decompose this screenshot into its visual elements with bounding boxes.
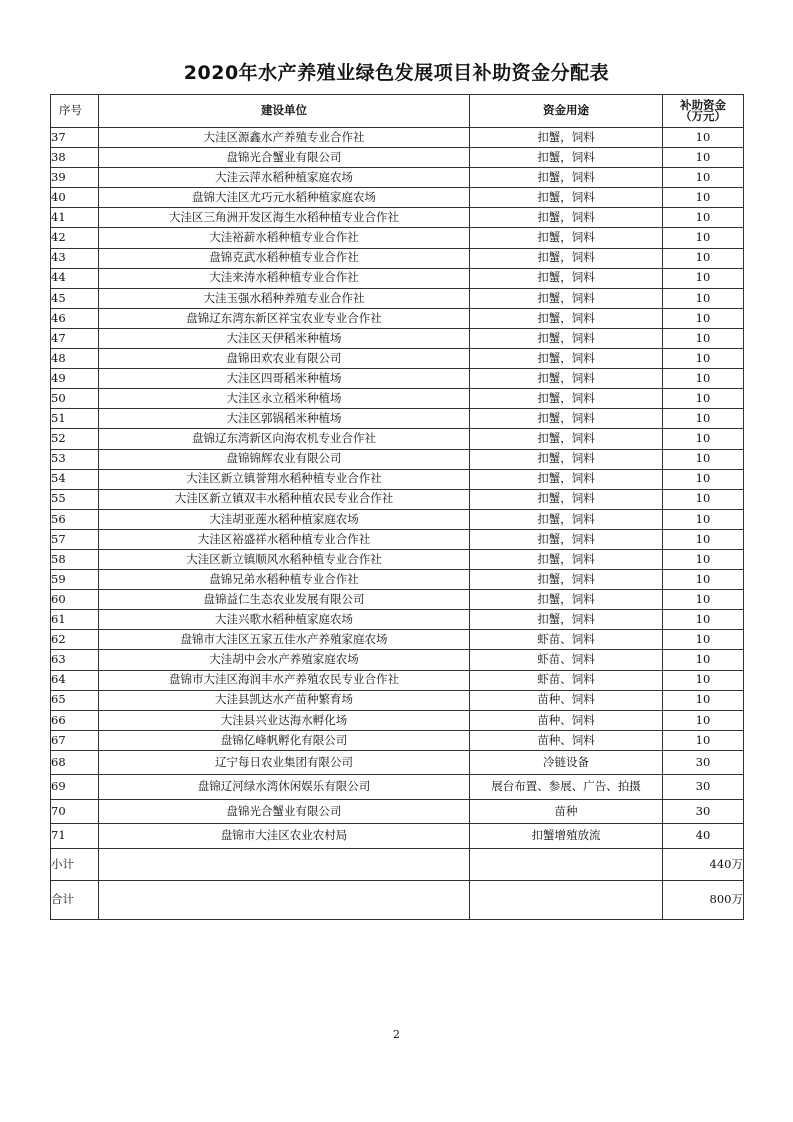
row-amount: 10 [663, 128, 744, 148]
subtotal-row [51, 848, 744, 880]
row-use: 扣蟹，饲料 [470, 409, 663, 429]
row-use: 扣蟹，饲料 [470, 188, 663, 208]
row-use: 虾苗、饲料 [470, 650, 663, 670]
row-use: 扣蟹，饲料 [470, 148, 663, 168]
row-use: 扣蟹增殖放流 [470, 824, 663, 849]
row-unit: 大洼胡亚莲水稻种植家庭农场 [99, 509, 470, 529]
row-use: 扣蟹，饲料 [470, 268, 663, 288]
subtotal-label: 小计 [51, 848, 99, 880]
table-row [51, 228, 744, 248]
row-number: 69 [51, 775, 99, 800]
row-number: 47 [51, 328, 99, 348]
row-number: 63 [51, 650, 99, 670]
row-amount: 10 [663, 308, 744, 328]
row-use: 扣蟹，饲料 [470, 128, 663, 148]
row-number: 58 [51, 549, 99, 569]
row-amount: 10 [663, 710, 744, 730]
row-unit: 大洼区郭锅稻米种植场 [99, 409, 470, 429]
table-row [51, 369, 744, 389]
row-use: 苗种、饲料 [470, 690, 663, 710]
row-use: 苗种、饲料 [470, 730, 663, 750]
row-use: 苗种 [470, 799, 663, 824]
row-use: 扣蟹，饲料 [470, 349, 663, 369]
row-amount: 10 [663, 389, 744, 409]
row-amount: 10 [663, 610, 744, 630]
row-amount: 10 [663, 469, 744, 489]
table-row [51, 308, 744, 328]
row-amount: 10 [663, 188, 744, 208]
row-number: 54 [51, 469, 99, 489]
row-use: 扣蟹，饲料 [470, 449, 663, 469]
row-use: 扣蟹，饲料 [470, 509, 663, 529]
row-number: 41 [51, 208, 99, 228]
row-use: 扣蟹，饲料 [470, 369, 663, 389]
row-use: 扣蟹，饲料 [470, 489, 663, 509]
row-use: 扣蟹，饲料 [470, 228, 663, 248]
row-amount: 10 [663, 489, 744, 509]
table-row [51, 650, 744, 670]
row-unit: 盘锦益仁生态农业发展有限公司 [99, 590, 470, 610]
row-number: 45 [51, 288, 99, 308]
table-row [51, 389, 744, 409]
row-number: 37 [51, 128, 99, 148]
row-use: 虾苗、饲料 [470, 630, 663, 650]
subtotal-amount: 440万 [663, 848, 744, 880]
row-use: 扣蟹，饲料 [470, 328, 663, 348]
row-unit: 盘锦光合蟹业有限公司 [99, 148, 470, 168]
row-amount: 10 [663, 268, 744, 288]
row-use: 扣蟹，饲料 [470, 529, 663, 549]
page-number: 2 [393, 1028, 400, 1041]
row-number: 71 [51, 824, 99, 849]
table-row [51, 449, 744, 469]
row-number: 50 [51, 389, 99, 409]
row-number: 48 [51, 349, 99, 369]
row-use: 扣蟹，饲料 [470, 469, 663, 489]
table-row [51, 670, 744, 690]
row-use: 扣蟹，饲料 [470, 610, 663, 630]
row-amount: 40 [663, 824, 744, 849]
table-row [51, 549, 744, 569]
table-row [51, 509, 744, 529]
table-row [51, 570, 744, 590]
row-number: 49 [51, 369, 99, 389]
table-row [51, 349, 744, 369]
header-no: 序号 [51, 95, 99, 128]
table-row [51, 288, 744, 308]
row-amount: 10 [663, 288, 744, 308]
table-row [51, 775, 744, 800]
header-unit: 建设单位 [99, 95, 470, 128]
total-label: 合计 [51, 880, 99, 919]
row-use: 苗种、饲料 [470, 710, 663, 730]
row-use: 扣蟹，饲料 [470, 308, 663, 328]
row-number: 39 [51, 168, 99, 188]
row-unit: 盘锦市大洼区农业农村局 [99, 824, 470, 849]
row-number: 70 [51, 799, 99, 824]
row-number: 42 [51, 228, 99, 248]
row-unit: 大洼玉强水稻种养殖专业合作社 [99, 288, 470, 308]
row-amount: 10 [663, 168, 744, 188]
row-number: 52 [51, 429, 99, 449]
row-amount: 10 [663, 570, 744, 590]
table-row [51, 469, 744, 489]
row-use: 扣蟹，饲料 [470, 168, 663, 188]
page-title: 2020年水产养殖业绿色发展项目补助资金分配表 [183, 62, 610, 84]
row-unit: 盘锦辽东湾东新区祥宝农业专业合作社 [99, 308, 470, 328]
row-amount: 30 [663, 775, 744, 800]
row-amount: 10 [663, 228, 744, 248]
table-row [51, 750, 744, 775]
row-amount: 10 [663, 429, 744, 449]
table-row [51, 824, 744, 849]
row-number: 60 [51, 590, 99, 610]
row-unit: 大洼裕薪水稻种植专业合作社 [99, 228, 470, 248]
row-number: 46 [51, 308, 99, 328]
row-number: 61 [51, 610, 99, 630]
row-amount: 10 [663, 369, 744, 389]
row-amount: 10 [663, 529, 744, 549]
row-unit: 盘锦田欢农业有限公司 [99, 349, 470, 369]
table-row [51, 710, 744, 730]
row-unit: 盘锦市大洼区海润丰水产养殖农民专业合作社 [99, 670, 470, 690]
row-use: 扣蟹，饲料 [470, 288, 663, 308]
row-unit: 大洼区新立镇双丰水稻种植农民专业合作社 [99, 489, 470, 509]
row-use: 扣蟹，饲料 [470, 208, 663, 228]
table-row [51, 208, 744, 228]
row-number: 65 [51, 690, 99, 710]
row-amount: 10 [663, 650, 744, 670]
row-use: 扣蟹，饲料 [470, 570, 663, 590]
row-number: 68 [51, 750, 99, 775]
header-amount-line1: 补助资金 [680, 97, 726, 112]
total-unit-empty [99, 880, 470, 919]
table-row [51, 128, 744, 148]
table-row [51, 168, 744, 188]
row-unit: 大洼区三角洲开发区海生水稻种植专业合作社 [99, 208, 470, 228]
total-use-empty [470, 880, 663, 919]
row-amount: 10 [663, 248, 744, 268]
row-unit: 大洼区四哥稻米种植场 [99, 369, 470, 389]
row-number: 51 [51, 409, 99, 429]
row-amount: 30 [663, 799, 744, 824]
row-number: 55 [51, 489, 99, 509]
row-use: 扣蟹，饲料 [470, 248, 663, 268]
row-unit: 大洼区天伊稻米种植场 [99, 328, 470, 348]
row-amount: 10 [663, 409, 744, 429]
row-unit: 盘锦光合蟹业有限公司 [99, 799, 470, 824]
table-body [51, 128, 744, 849]
row-number: 38 [51, 148, 99, 168]
table-row [51, 328, 744, 348]
row-amount: 10 [663, 590, 744, 610]
row-amount: 10 [663, 670, 744, 690]
row-number: 53 [51, 449, 99, 469]
table-row [51, 489, 744, 509]
table-row [51, 529, 744, 549]
row-amount: 10 [663, 690, 744, 710]
row-amount: 30 [663, 750, 744, 775]
row-use: 扣蟹，饲料 [470, 549, 663, 569]
table-row [51, 610, 744, 630]
row-use: 虾苗、饲料 [470, 670, 663, 690]
row-use: 冷链设备 [470, 750, 663, 775]
row-use: 展台布置、参展、广告、拍摄 [470, 775, 663, 800]
subtotal-use-empty [470, 848, 663, 880]
table-row [51, 268, 744, 288]
table-row [51, 799, 744, 824]
row-number: 40 [51, 188, 99, 208]
row-number: 62 [51, 630, 99, 650]
table-row [51, 409, 744, 429]
table-row [51, 429, 744, 449]
table-row [51, 590, 744, 610]
table-header-row [51, 95, 744, 128]
row-unit: 盘锦亿峰帆孵化有限公司 [99, 730, 470, 750]
row-number: 67 [51, 730, 99, 750]
row-unit: 盘锦兄弟水稻种植专业合作社 [99, 570, 470, 590]
row-unit: 盘锦大洼区尤巧元水稻种植家庭农场 [99, 188, 470, 208]
table-row [51, 188, 744, 208]
row-amount: 10 [663, 208, 744, 228]
row-unit: 大洼兴歌水稻种植家庭农场 [99, 610, 470, 630]
total-row [51, 880, 744, 919]
table-row [51, 630, 744, 650]
row-amount: 10 [663, 509, 744, 529]
table-row [51, 690, 744, 710]
row-unit: 大洼区新立镇誉翔水稻种植专业合作社 [99, 469, 470, 489]
subtotal-unit-empty [99, 848, 470, 880]
row-unit: 大洼来涛水稻种植专业合作社 [99, 268, 470, 288]
row-unit: 大洼云萍水稻种植家庭农场 [99, 168, 470, 188]
table-row [51, 730, 744, 750]
row-number: 57 [51, 529, 99, 549]
row-amount: 10 [663, 349, 744, 369]
row-unit: 盘锦锦辉农业有限公司 [99, 449, 470, 469]
row-amount: 10 [663, 148, 744, 168]
row-number: 44 [51, 268, 99, 288]
row-number: 59 [51, 570, 99, 590]
row-number: 66 [51, 710, 99, 730]
row-number: 43 [51, 248, 99, 268]
row-unit: 大洼区源鑫水产养殖专业合作社 [99, 128, 470, 148]
row-unit: 大洼区永立稻米种植场 [99, 389, 470, 409]
row-amount: 10 [663, 549, 744, 569]
row-unit: 盘锦克武水稻种植专业合作社 [99, 248, 470, 268]
header-amount-line2: （万元） [680, 109, 726, 123]
row-number: 56 [51, 509, 99, 529]
row-amount: 10 [663, 328, 744, 348]
row-unit: 大洼县凯达水产苗种繁育场 [99, 690, 470, 710]
row-use: 扣蟹，饲料 [470, 590, 663, 610]
row-unit: 盘锦辽河绿水湾休闲娱乐有限公司 [99, 775, 470, 800]
row-unit: 盘锦市大洼区五家五佳水产养殖家庭农场 [99, 630, 470, 650]
table-row [51, 248, 744, 268]
row-unit: 大洼区裕盛祥水稻种植专业合作社 [99, 529, 470, 549]
total-amount: 800万 [663, 880, 744, 919]
row-unit: 大洼县兴业达海水孵化场 [99, 710, 470, 730]
row-number: 64 [51, 670, 99, 690]
row-unit: 盘锦辽东湾新区向海农机专业合作社 [99, 429, 470, 449]
row-unit: 辽宁每日农业集团有限公司 [99, 750, 470, 775]
header-use: 资金用途 [470, 95, 663, 128]
row-unit: 大洼胡中会水产养殖家庭农场 [99, 650, 470, 670]
header-amount [663, 95, 744, 128]
table-row [51, 148, 744, 168]
row-use: 扣蟹，饲料 [470, 429, 663, 449]
allocation-table [50, 94, 744, 920]
row-amount: 10 [663, 449, 744, 469]
row-amount: 10 [663, 730, 744, 750]
row-use: 扣蟹，饲料 [470, 389, 663, 409]
row-amount: 10 [663, 630, 744, 650]
row-unit: 大洼区新立镇顺风水稻种植专业合作社 [99, 549, 470, 569]
